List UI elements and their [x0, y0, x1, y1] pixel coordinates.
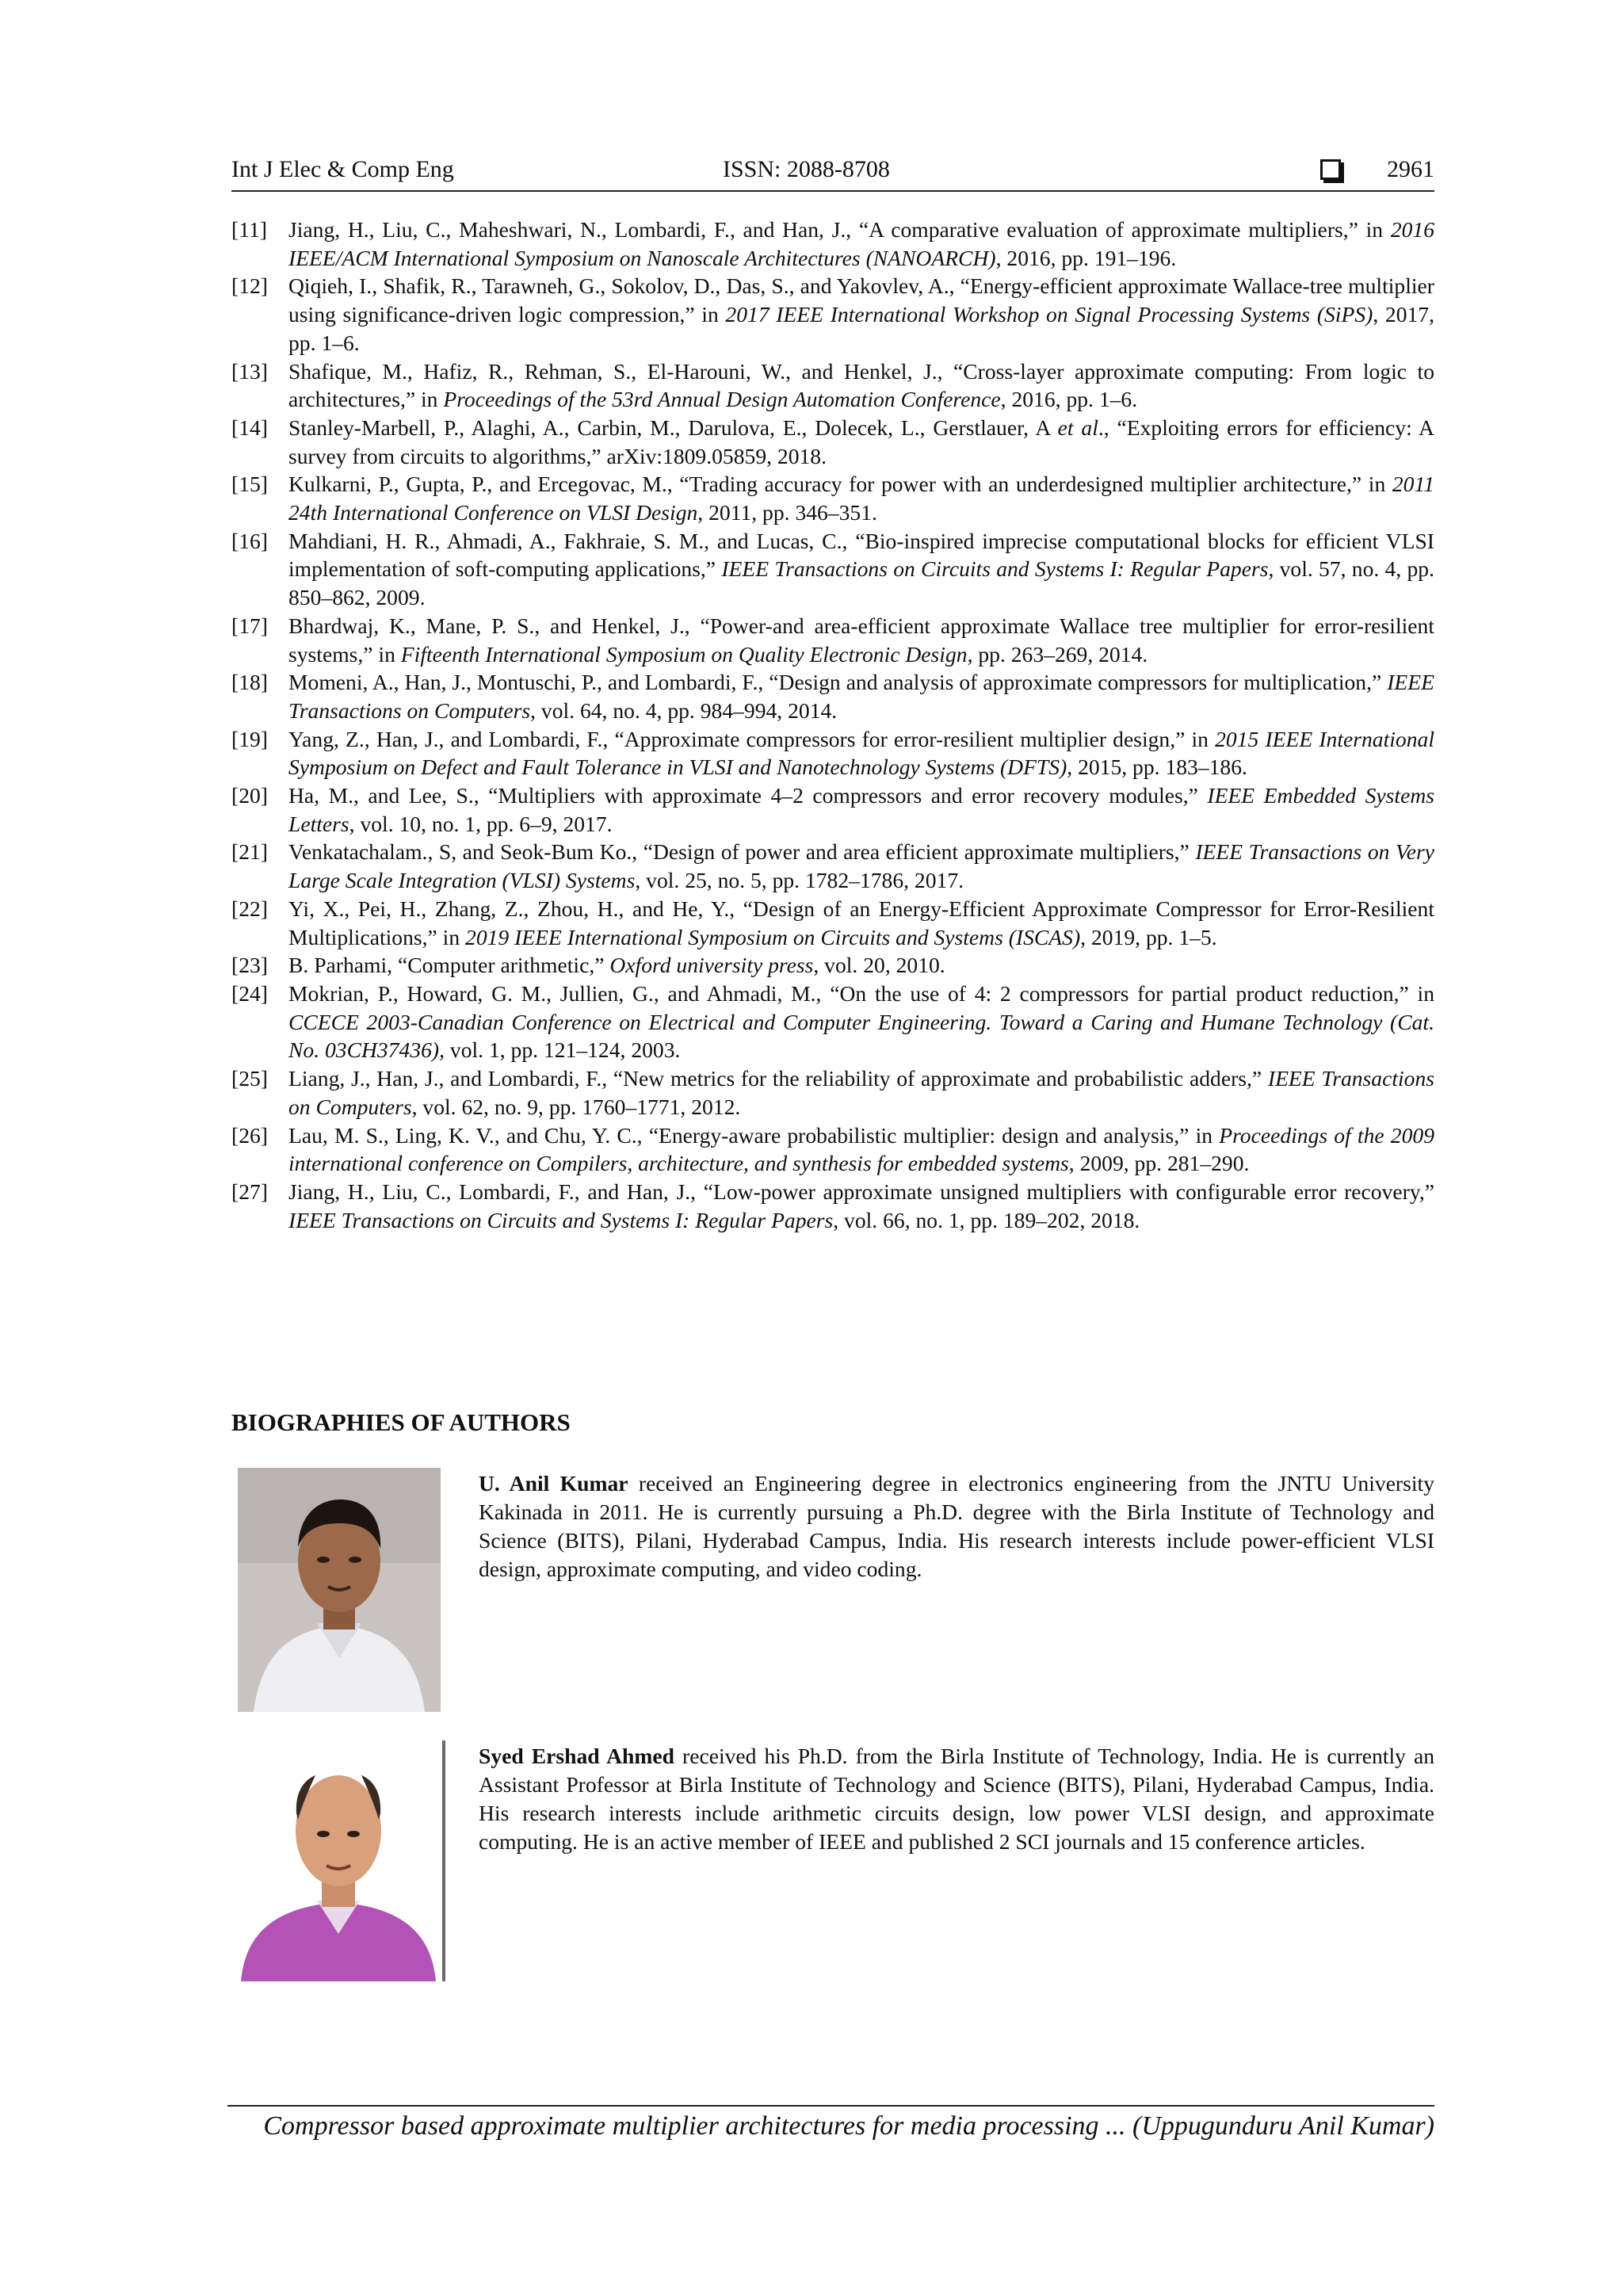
reference-authors: Stanley-Marbell, P., Alaghi, A., Carbin, M., Darulova, E., Dolecek, L., Gerstlauer, A	[288, 415, 1058, 440]
reference-details: , 2019, pp. 1–5.	[1080, 924, 1217, 949]
author-bio	[479, 1742, 1434, 1856]
reference-item	[231, 357, 1434, 414]
reference-authors: Jiang, H., Liu, C., Maheshwari, N., Lombardi, F., and Han, J., “A comparative evaluation of approximate multipliers,” in	[288, 217, 1391, 242]
reference-list	[231, 216, 1434, 1234]
reference-venue: Fifteenth International Symposium on Quality Electronic Design	[400, 641, 968, 667]
reference-details: , vol. 25, no. 5, pp. 1782–1786, 2017.	[635, 868, 964, 893]
reference-item	[231, 980, 1434, 1064]
reference-number: [21]	[231, 839, 268, 865]
reference-number: [14]	[231, 415, 268, 440]
page-header	[231, 152, 1434, 192]
author-name: U. Anil Kumar	[479, 1471, 628, 1496]
reference-details: , vol. 66, no. 1, pp. 189–202, 2018.	[833, 1207, 1140, 1232]
author-bio	[479, 1469, 1434, 1584]
reference-details: , 2016, pp. 1–6.	[1000, 387, 1138, 412]
reference-item	[231, 414, 1434, 470]
footer-divider	[227, 2105, 1434, 2107]
reference-details: , vol. 1, pp. 121–124, 2003.	[439, 1037, 681, 1063]
reference-authors: Kulkarni, P., Gupta, P., and Ercegovac, M., “Trading accuracy for power with an underdesigned multiplier architecture,” in	[288, 472, 1392, 497]
author-bio-text: received an Engineering degree in electronics engineering from the JNTU University Kakinada in 2011. He is currently pursuing a Ph.D. degree with the Birla Institute of Technology and Science (BITS), Pilani, Hyderabad Campus, India. His research interests include power-efficient VLSI design, approximate computing, and video coding.	[479, 1471, 1434, 1581]
page-number: 2961	[1387, 156, 1434, 182]
reference-details: , 2016, pp. 191–196.	[995, 245, 1177, 270]
reference-details: , vol. 10, no. 1, pp. 6–9, 2017.	[349, 811, 613, 836]
reference-details: , 2017, pp. 1–6.	[288, 302, 1434, 355]
reference-authors: Lau, M. S., Ling, K. V., and Chu, Y. C., “Energy-aware probabilistic multiplier: design and analysis,” in	[288, 1122, 1220, 1148]
square-icon	[1320, 159, 1341, 180]
reference-item	[231, 527, 1434, 612]
author-bio-text: received his Ph.D. from the Birla Institute of Technology, India. He is currently an Assistant Professor at Birla Institute of Technology and Science (BITS), Pilani, Hyderabad Campus, India. His research interests include arithmetic circuits design, low power VLSI design, and approximate computing. He is an active member of IEEE and published 2 SCI journals and 15 conference articles.	[479, 1744, 1435, 1854]
reference-authors: Mokrian, P., Howard, G. M., Jullien, G., and Ahmadi, M., “On the use of 4: 2 compressors for partial product reduction,” in	[288, 980, 1434, 1006]
journal-name: Int J Elec & Comp Eng	[231, 156, 454, 182]
reference-venue: IEEE Transactions on Very Large Scale Integration (VLSI) Systems	[288, 839, 1434, 893]
author-photo-illustration	[238, 1468, 441, 1712]
author-name: Syed Ershad Ahmed	[479, 1744, 674, 1768]
reference-number: [12]	[231, 273, 268, 299]
reference-item	[231, 838, 1434, 894]
author-photo	[238, 1468, 441, 1712]
reference-item	[231, 951, 1434, 980]
reference-item	[231, 1178, 1434, 1234]
reference-authors: Jiang, H., Liu, C., Lombardi, F., and Han, J., “Low-power approximate unsigned multipliers with configurable error recovery,”	[288, 1179, 1434, 1204]
reference-item	[231, 1064, 1434, 1121]
reference-item	[231, 781, 1434, 838]
reference-number: [22]	[231, 896, 268, 921]
reference-venue: 2016 IEEE/ACM International Symposium on Nanoscale Architectures (NANOARCH)	[288, 217, 1434, 270]
author-photo-illustration	[235, 1740, 442, 1981]
reference-authors: Yi, X., Pei, H., Zhang, Z., Zhou, H., and He, Y., “Design of an Energy-Efficient Approximate Compressor for Error-Resilient Multiplications,” in	[288, 896, 1434, 949]
reference-venue: IEEE Transactions on Computers	[288, 670, 1434, 723]
reference-venue: Proceedings of the 53rd Annual Design Automation Conference	[443, 387, 1001, 412]
reference-venue: IEEE Transactions on Circuits and Systems I: Regular Papers	[721, 556, 1269, 582]
reference-item	[231, 612, 1434, 668]
running-title: Compressor based approximate multiplier architectures for media processing ... (Uppugunduru Anil Kumar)	[263, 2111, 1434, 2141]
reference-venue: 2017 IEEE International Workshop on Signal Processing Systems (SiPS)	[725, 302, 1373, 327]
reference-number: [19]	[231, 726, 268, 751]
reference-details: , vol. 57, no. 4, pp. 850–862, 2009.	[288, 556, 1434, 610]
reference-item	[231, 895, 1434, 951]
reference-number: [23]	[231, 953, 268, 978]
reference-venue: et al	[1057, 415, 1098, 440]
reference-authors: Momeni, A., Han, J., Montuschi, P., and Lombardi, F., “Design and analysis of approximate compressors for multiplication,”	[288, 670, 1388, 695]
reference-authors: Yang, Z., Han, J., and Lombardi, F., “Approximate compressors for error-resilient multiplier design,” in	[288, 726, 1216, 751]
reference-details: , pp. 263–269, 2014.	[967, 641, 1148, 667]
reference-number: [26]	[231, 1122, 268, 1148]
reference-venue: 2015 IEEE International Symposium on Defect and Fault Tolerance in VLSI and Nanotechnology Systems (DFTS)	[288, 726, 1434, 780]
issn: ISSN: 2088-8708	[723, 156, 890, 182]
reference-authors: Venkatachalam., S, and Seok-Bum Ko., “Design of power and area efficient approximate multipliers,”	[288, 839, 1196, 865]
reference-authors: Liang, J., Han, J., and Lombardi, F., “New metrics for the reliability of approximate and probabilistic adders,”	[288, 1066, 1268, 1091]
reference-details: , 2011, pp. 346–351.	[697, 500, 877, 525]
reference-venue: 2019 IEEE International Symposium on Circuits and Systems (ISCAS)	[465, 924, 1081, 949]
reference-number: [24]	[231, 980, 268, 1006]
reference-details: , vol. 62, no. 9, pp. 1760–1771, 2012.	[411, 1094, 741, 1119]
reference-authors: Mahdiani, H. R., Ahmadi, A., Fakhraie, S. M., and Lucas, C., “Bio-inspired imprecise computational blocks for efficient VLSI implementation of soft-computing applications,”	[288, 528, 1434, 582]
reference-number: [27]	[231, 1179, 268, 1204]
reference-number: [16]	[231, 528, 268, 553]
reference-venue: IEEE Transactions on Circuits and Systems I: Regular Papers	[288, 1207, 834, 1232]
reference-details: , 2009, pp. 281–290.	[1068, 1151, 1250, 1176]
reference-details: ., “Exploiting errors for efficiency: A survey from circuits to algorithms,” arXiv:1809.05859, 2018.	[288, 415, 1434, 468]
reference-details: , vol. 20, 2010.	[813, 953, 945, 978]
reference-item	[231, 470, 1434, 526]
reference-item	[231, 1121, 1434, 1178]
reference-authors: Qiqieh, I., Shafik, R., Tarawneh, G., Sokolov, D., Das, S., and Yakovlev, A., “Energy-efficient approximate Wallace-tree multiplier using significance-driven logic compression,” in	[288, 273, 1434, 327]
reference-venue: IEEE Transactions on Computers	[288, 1066, 1434, 1119]
reference-venue: CCECE 2003-Canadian Conference on Electrical and Computer Engineering. Toward a Caring and Humane Technology (Cat. No. 03CH37436)	[288, 1009, 1434, 1063]
reference-number: [20]	[231, 783, 268, 808]
reference-details: , 2015, pp. 183–186.	[1067, 755, 1247, 780]
reference-venue: 2011 24th International Conference on VLSI Design	[288, 472, 1434, 525]
author-photo	[235, 1740, 445, 1981]
reference-number: [11]	[231, 217, 267, 242]
biographies-heading: BIOGRAPHIES OF AUTHORS	[231, 1408, 571, 1436]
reference-venue: IEEE Embedded Systems Letters	[288, 783, 1434, 836]
reference-number: [17]	[231, 613, 268, 638]
reference-details: , vol. 64, no. 4, pp. 984–994, 2014.	[530, 697, 838, 723]
reference-item	[231, 668, 1434, 724]
reference-number: [15]	[231, 472, 268, 497]
reference-authors: Ha, M., and Lee, S., “Multipliers with approximate 4–2 compressors and error recovery modules,”	[288, 783, 1208, 808]
reference-item	[231, 216, 1434, 272]
reference-authors: Bhardwaj, K., Mane, P. S., and Henkel, J., “Power-and area-efficient approximate Wallace tree multiplier for error-resilient systems,” in	[288, 613, 1434, 667]
reference-item	[231, 725, 1434, 781]
reference-number: [13]	[231, 358, 268, 384]
reference-venue: Oxford university press	[609, 953, 814, 978]
reference-number: [25]	[231, 1066, 268, 1091]
reference-authors: B. Parhami, “Computer arithmetic,”	[288, 953, 610, 978]
reference-venue: Proceedings of the 2009 international conference on Compilers, architecture, and synthesis for embedded systems	[288, 1122, 1434, 1176]
reference-number: [18]	[231, 670, 268, 695]
reference-authors: Shafique, M., Hafiz, R., Rehman, S., El-Harouni, W., and Henkel, J., “Cross-layer approximate computing: From logic to architectures,” in	[288, 358, 1434, 412]
reference-item	[231, 272, 1434, 357]
